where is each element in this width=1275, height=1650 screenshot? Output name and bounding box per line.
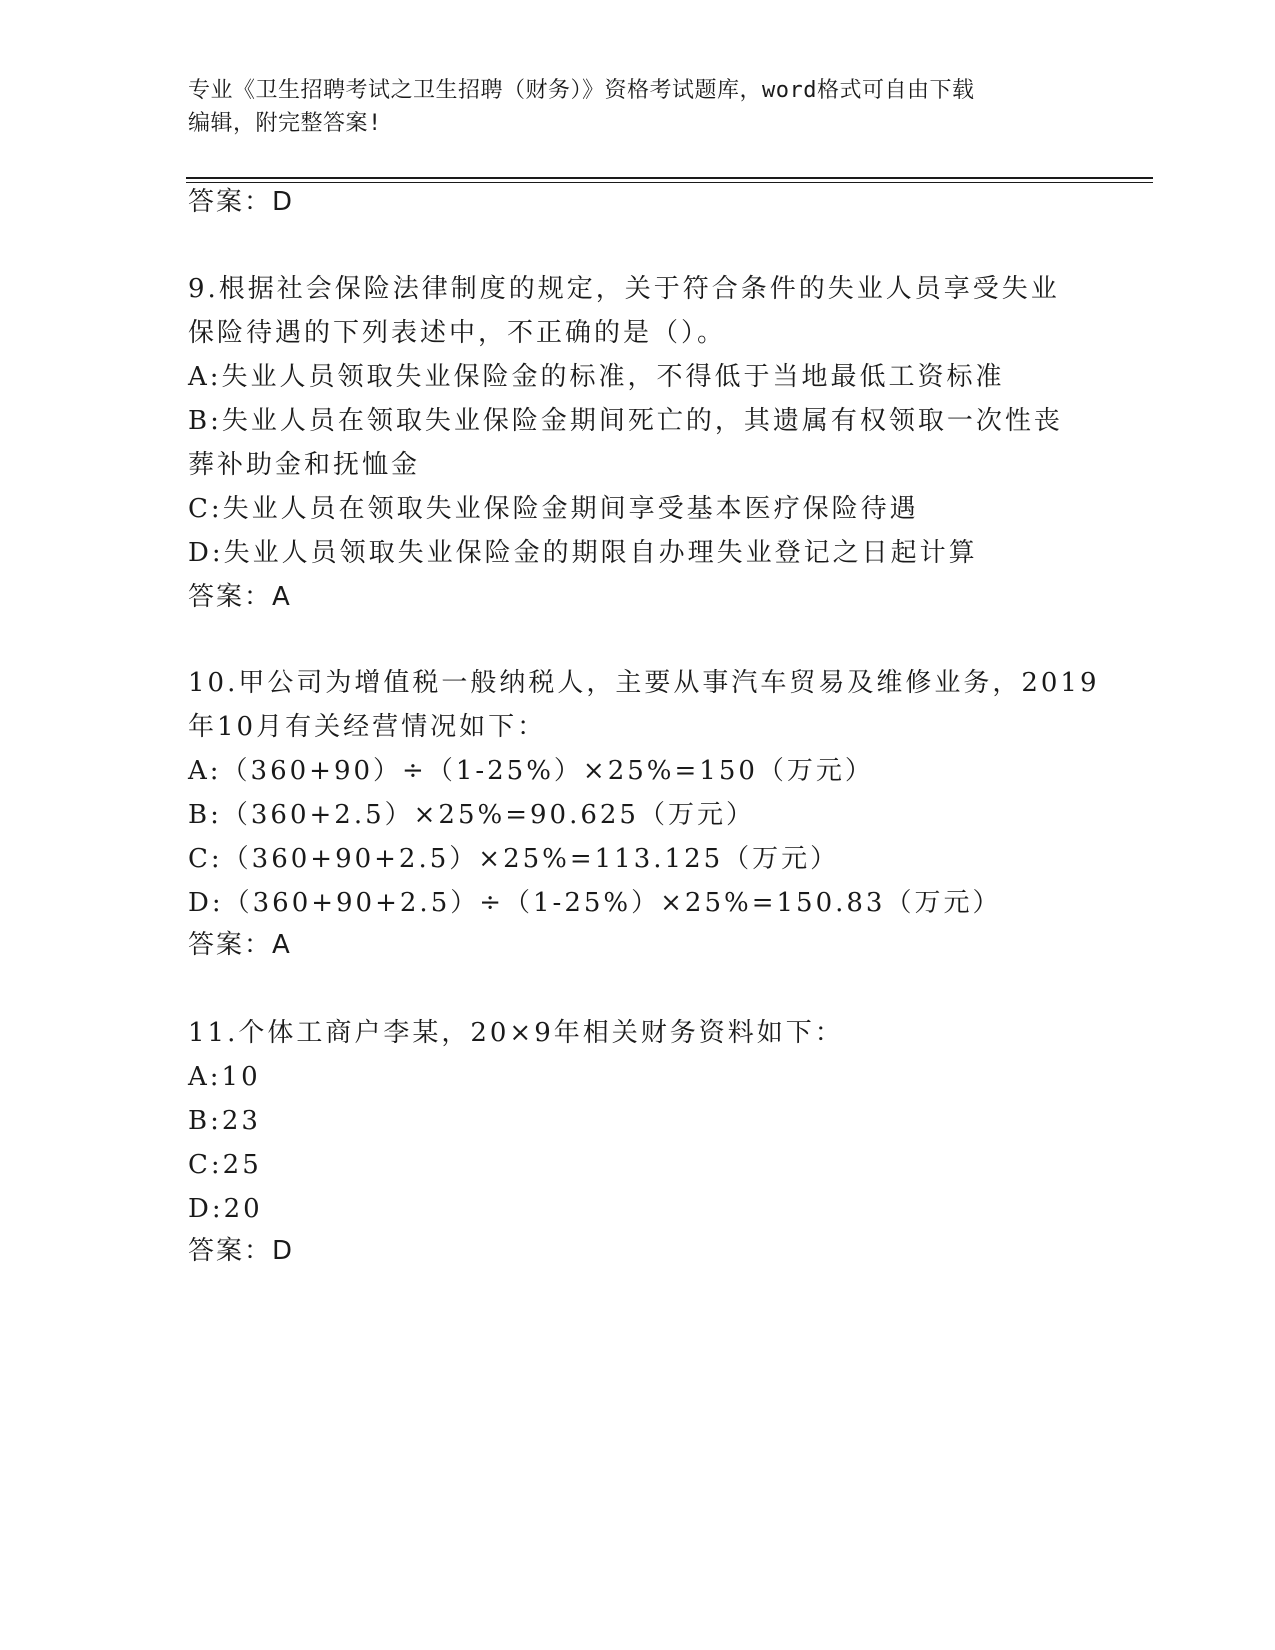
- q9-option-b-line-1: B:失业人员在领取失业保险金期间死亡的，其遗属有权领取一次性丧: [188, 406, 1063, 436]
- q9-option-b-line-2: 葬补助金和抚恤金: [188, 450, 421, 480]
- q10-option-b: B:（360+2.5）×25%=90.625（万元）: [188, 800, 755, 830]
- q10-stem-line-1: 10.甲公司为增值税一般纳税人，主要从事汽车贸易及维修业务，2019: [188, 668, 1100, 698]
- q11-stem-line-1: 11.个体工商户李某，20×9年相关财务资料如下：: [188, 1018, 844, 1048]
- q10-stem-line-2: 年10月有关经营情况如下：: [188, 712, 547, 742]
- q9-answer: 答案：A: [188, 582, 292, 612]
- q10-option-c: C:（360+90+2.5）×25%=113.125（万元）: [188, 844, 840, 874]
- q9-stem-line-1: 9.根据社会保险法律制度的规定，关于符合条件的失业人员享受失业: [188, 274, 1060, 304]
- header-rule-thin: [186, 182, 1153, 183]
- answer-prev-question: 答案：D: [188, 187, 295, 217]
- q9-stem-line-2: 保险待遇的下列表述中，不正确的是（）。: [188, 318, 727, 348]
- q11-option-d: D:20: [188, 1194, 263, 1224]
- q11-option-b: B:23: [188, 1106, 261, 1136]
- q10-answer: 答案：A: [188, 930, 292, 960]
- header-rule-thick: [186, 177, 1153, 179]
- q11-option-a: A:10: [188, 1062, 261, 1092]
- q9-option-c: C:失业人员在领取失业保险金期间享受基本医疗保险待遇: [188, 494, 919, 524]
- q10-option-a: A:（360+90）÷（1-25%）×25%=150（万元）: [188, 756, 874, 786]
- q11-option-c: C:25: [188, 1150, 262, 1180]
- q9-option-a: A:失业人员领取失业保险金的标准，不得低于当地最低工资标准: [188, 362, 1005, 392]
- document-header: [188, 74, 1088, 140]
- q11-answer: 答案：D: [188, 1236, 295, 1266]
- header-line-1: 专业《卫生招聘考试之卫生招聘（财务）》资格考试题库，word格式可自由下载: [188, 78, 975, 103]
- header-line-2: 编辑，附完整答案!: [188, 111, 382, 136]
- q10-option-d: D:（360+90+2.5）÷（1-25%）×25%=150.83（万元）: [188, 888, 1002, 918]
- q9-option-d: D:失业人员领取失业保险金的期限自办理失业登记之日起计算: [188, 538, 978, 568]
